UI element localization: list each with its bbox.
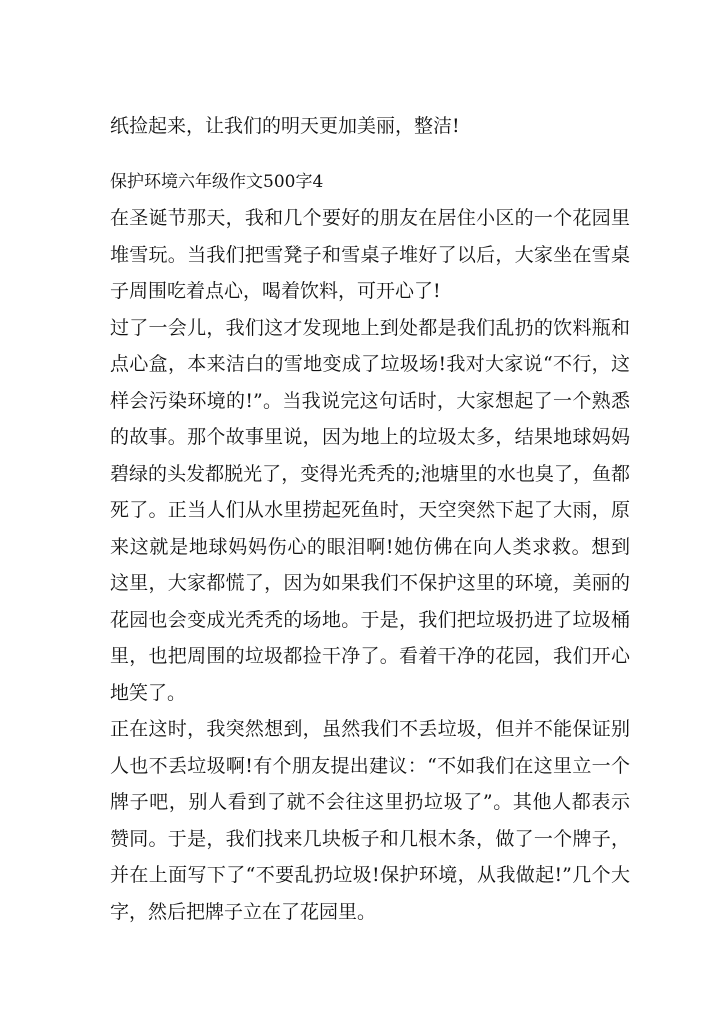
document-body [110,88,630,930]
closing-line-previous-essay: 纸捡起来，让我们的明天更加美丽，整洁! [110,115,460,137]
paragraph-3: 正在这时，我突然想到，虽然我们不丢垃圾，但并不能保证别人也不丢垃圾啊!有个朋友提出建议：“不如我们在这里立一个牌子吧，别人看到了就不会往这里扔垃圾了”。其他人都表示赞同。于是，我们找来几块板子和几根木条，做了一个牌子，并在上面写下了“不要乱扔垃圾!保护环境，从我做起!”几个大字，然后把牌子立在了花园里。 [110,718,630,923]
paragraph-2: 过了一会儿，我们这才发现地上到处都是我们乱扔的饮料瓶和点心盒，本来洁白的雪地变成了垃圾场!我对大家说“不行，这样会污染环境的!”。当我说完这句话时，大家想起了一个熟悉的故事。那个故事里说，因为地上的垃圾太多，结果地球妈妈碧绿的头发都脱光了，变得光秃秃的;池塘里的水也臭了，鱼都死了。正当人们从水里捞起死鱼时，天空突然下起了大雨，原来这就是地球妈妈伤心的眼泪啊!她仿佛在向人类求救。想到这里，大家都慌了，因为如果我们不保护这里的环境，美丽的花园也会变成光秃秃的场地。于是，我们把垃圾扔进了垃圾桶里，也把周围的垃圾都捡干净了。看着干净的花园，我们开心地笑了。 [110,316,630,704]
essay-heading: 保护环境六年级作文500字4 [110,172,324,192]
paragraph-1: 在圣诞节那天，我和几个要好的朋友在居住小区的一个花园里堆雪玩。当我们把雪凳子和雪桌子堆好了以后，大家坐在雪桌子周围吃着点心，喝着饮料，可开心了! [110,207,630,302]
